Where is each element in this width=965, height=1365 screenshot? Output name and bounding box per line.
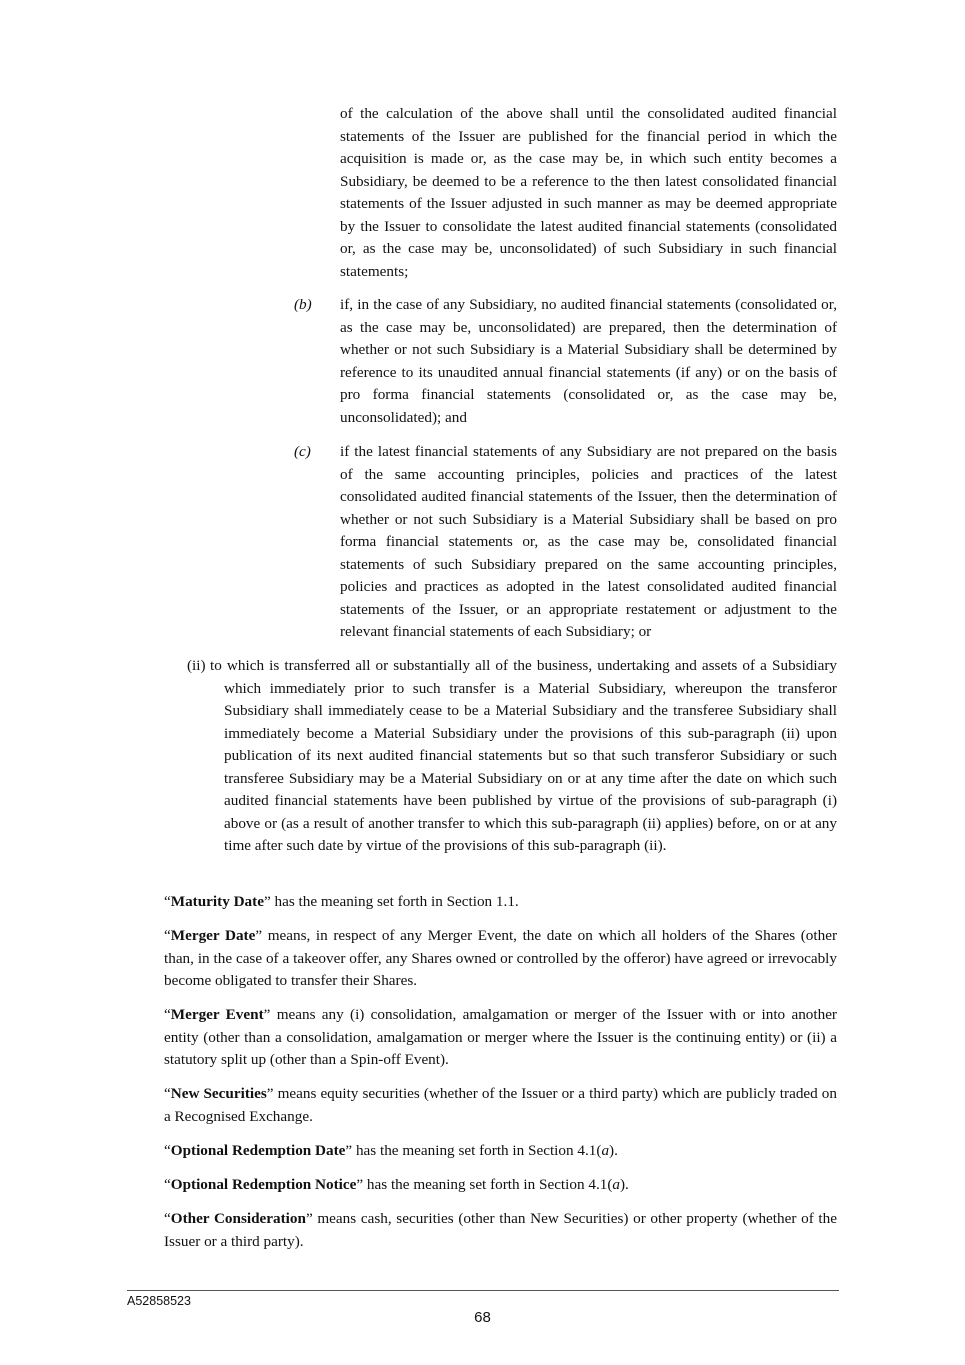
- definition-merger-event: “Merger Event” means any (i) consolidation, amalgamation or merger of the Issuer with or into another entity (other than a consolidation, amalgamation or merger where the Issuer is the continuing entity) or (ii) a statutory split up (other than a Spin-off Event).: [164, 1006, 837, 1068]
- item-b-label: (b): [294, 296, 312, 313]
- item-a-continuation-text: of the calculation of the above shall until the consolidated audited financial statements of the Issuer are published for the financial period in which the acquisition is made or, as the case may be, in which such entity becomes a Subsidiary, be deemed to be a reference to the then latest consolidated financial statements of the Issuer adjusted in such manner as may be deemed appropriate by the Issuer to consolidate the latest audited financial statements (consolidated or, as the case may be, unconsolidated) of such Subsidiary in such financial statements;: [340, 105, 837, 280]
- footer-doc-id: A52858523: [127, 1294, 191, 1308]
- section-ref-a: a: [612, 1176, 620, 1193]
- term-other-consideration: Other Consideration: [170, 1210, 306, 1227]
- item-b-text: if, in the case of any Subsidiary, no audited financial statements (consolidated or, as the case may be, unconsolidated) are prepared, then the determination of whether or not such Subsidiary is a Material Subsidiary shall be determined by reference to its unaudited annual financial statements (if any) or on the basis of pro forma financial statements (consolidated or, as the case may be, unconsolidated); and: [340, 296, 837, 426]
- definition-merger-date: “Merger Date” means, in respect of any Merger Event, the date on which all holders of the Shares (other than, in the case of a takeover offer, any Shares owned or controlled by the offeror) have agreed or irrevocably become obligated to transfer their Shares.: [164, 927, 838, 989]
- definition-merger-event-text: means any (i) consolidation, amalgamation or merger of the Issuer with or into another entity (other than a consolidation, amalgamation or merger where the Issuer is the continuing entity) or (ii) a statutory split up (other than a Spin-off Event).: [164, 1006, 837, 1068]
- item-ii-label: (ii): [187, 657, 206, 674]
- term-merger-date: Merger Date: [170, 927, 256, 944]
- definition-optional-redemption-notice-text: has the meaning set forth in Section 4.1(: [363, 1176, 613, 1193]
- definition-maturity-date: “Maturity Date” has the meaning set forth in Section 1.1.: [164, 893, 519, 910]
- term-optional-redemption-notice: Optional Redemption Notice: [170, 1176, 357, 1193]
- definition-optional-redemption-date: “Optional Redemption Date” has the meaning set forth in Section 4.1(a).: [164, 1142, 618, 1159]
- item-ii-text: to which is transferred all or substantially all of the business, undertaking and assets of a Subsidiary which immediately prior to such transfer is a Material Subsidiary, whereupon the transferor Subsidiary shall immediately cease to be a Material Subsidiary and the transferee Subsidiary shall immediately become a Material Subsidiary under the provisions of this sub-paragraph (ii) upon publication of its next audited financial statements but so that such transferor Subsidiary or such transferee Subsidiary may be a Material Subsidiary on or at any time after the date on which such audited financial statements have been published by virtue of the provisions of sub-paragraph (i) above or (as a result of another transfer to which this sub-paragraph (ii) applies) before, on or at any time after such date by virtue of the provisions of this sub-paragraph (ii).: [210, 657, 837, 854]
- term-maturity-date: Maturity Date: [170, 893, 264, 910]
- closing-punct: ).: [620, 1176, 629, 1193]
- definition-maturity-date-text: has the meaning set forth in Section 1.1.: [270, 893, 519, 910]
- closing-punct: ).: [609, 1142, 618, 1159]
- definition-new-securities-text: means equity securities (whether of the Issuer or a third party) which are publicly traded on a Recognised Exchange.: [164, 1085, 837, 1125]
- section-ref-a: a: [601, 1142, 610, 1159]
- definition-optional-redemption-date-text: has the meaning set forth in Section 4.1(: [352, 1142, 602, 1159]
- definition-new-securities: “New Securities” means equity securities (whether of the Issuer or a third party) which are publicly traded on a Recognised Exchange.: [164, 1085, 837, 1125]
- page-number: 68: [474, 1309, 491, 1326]
- term-merger-event: Merger Event: [170, 1006, 264, 1023]
- footer-divider: [127, 1290, 839, 1291]
- term-optional-redemption-date: Optional Redemption Date: [170, 1142, 346, 1159]
- item-a-continuation: [340, 103, 837, 283]
- definition-merger-date-text: means, in respect of any Merger Event, the date on which all holders of the Shares (other than, in the case of a takeover offer, any Shares owned or controlled by the offeror) have agreed or irrevocably become obligated to transfer their Shares.: [164, 927, 838, 989]
- definition-other-consideration-text: means cash, securities (other than New Securities) or other property (whether of the Issuer or a third party).: [164, 1210, 837, 1250]
- definition-optional-redemption-notice: “Optional Redemption Notice” has the meaning set forth in Section 4.1(a).: [164, 1176, 629, 1193]
- definition-other-consideration: “Other Consideration” means cash, securities (other than New Securities) or other property (whether of the Issuer or a third party).: [164, 1210, 837, 1250]
- item-c-text: if the latest financial statements of any Subsidiary are not prepared on the basis of the same accounting principles, policies and practices of the latest consolidated audited financial statements of the Issuer, then the determination of whether or not such Subsidiary is a Material Subsidiary shall be based on pro forma financial statements or, as the case may be, consolidated financial statements of such Subsidiary prepared on the same accounting principles, policies and practices as adopted in the latest consolidated audited financial statements of the Issuer, or an appropriate restatement or adjustment to the relevant financial statements of each Subsidiary; or: [340, 443, 837, 640]
- term-new-securities: New Securities: [170, 1085, 267, 1102]
- item-c-label: (c): [294, 443, 311, 460]
